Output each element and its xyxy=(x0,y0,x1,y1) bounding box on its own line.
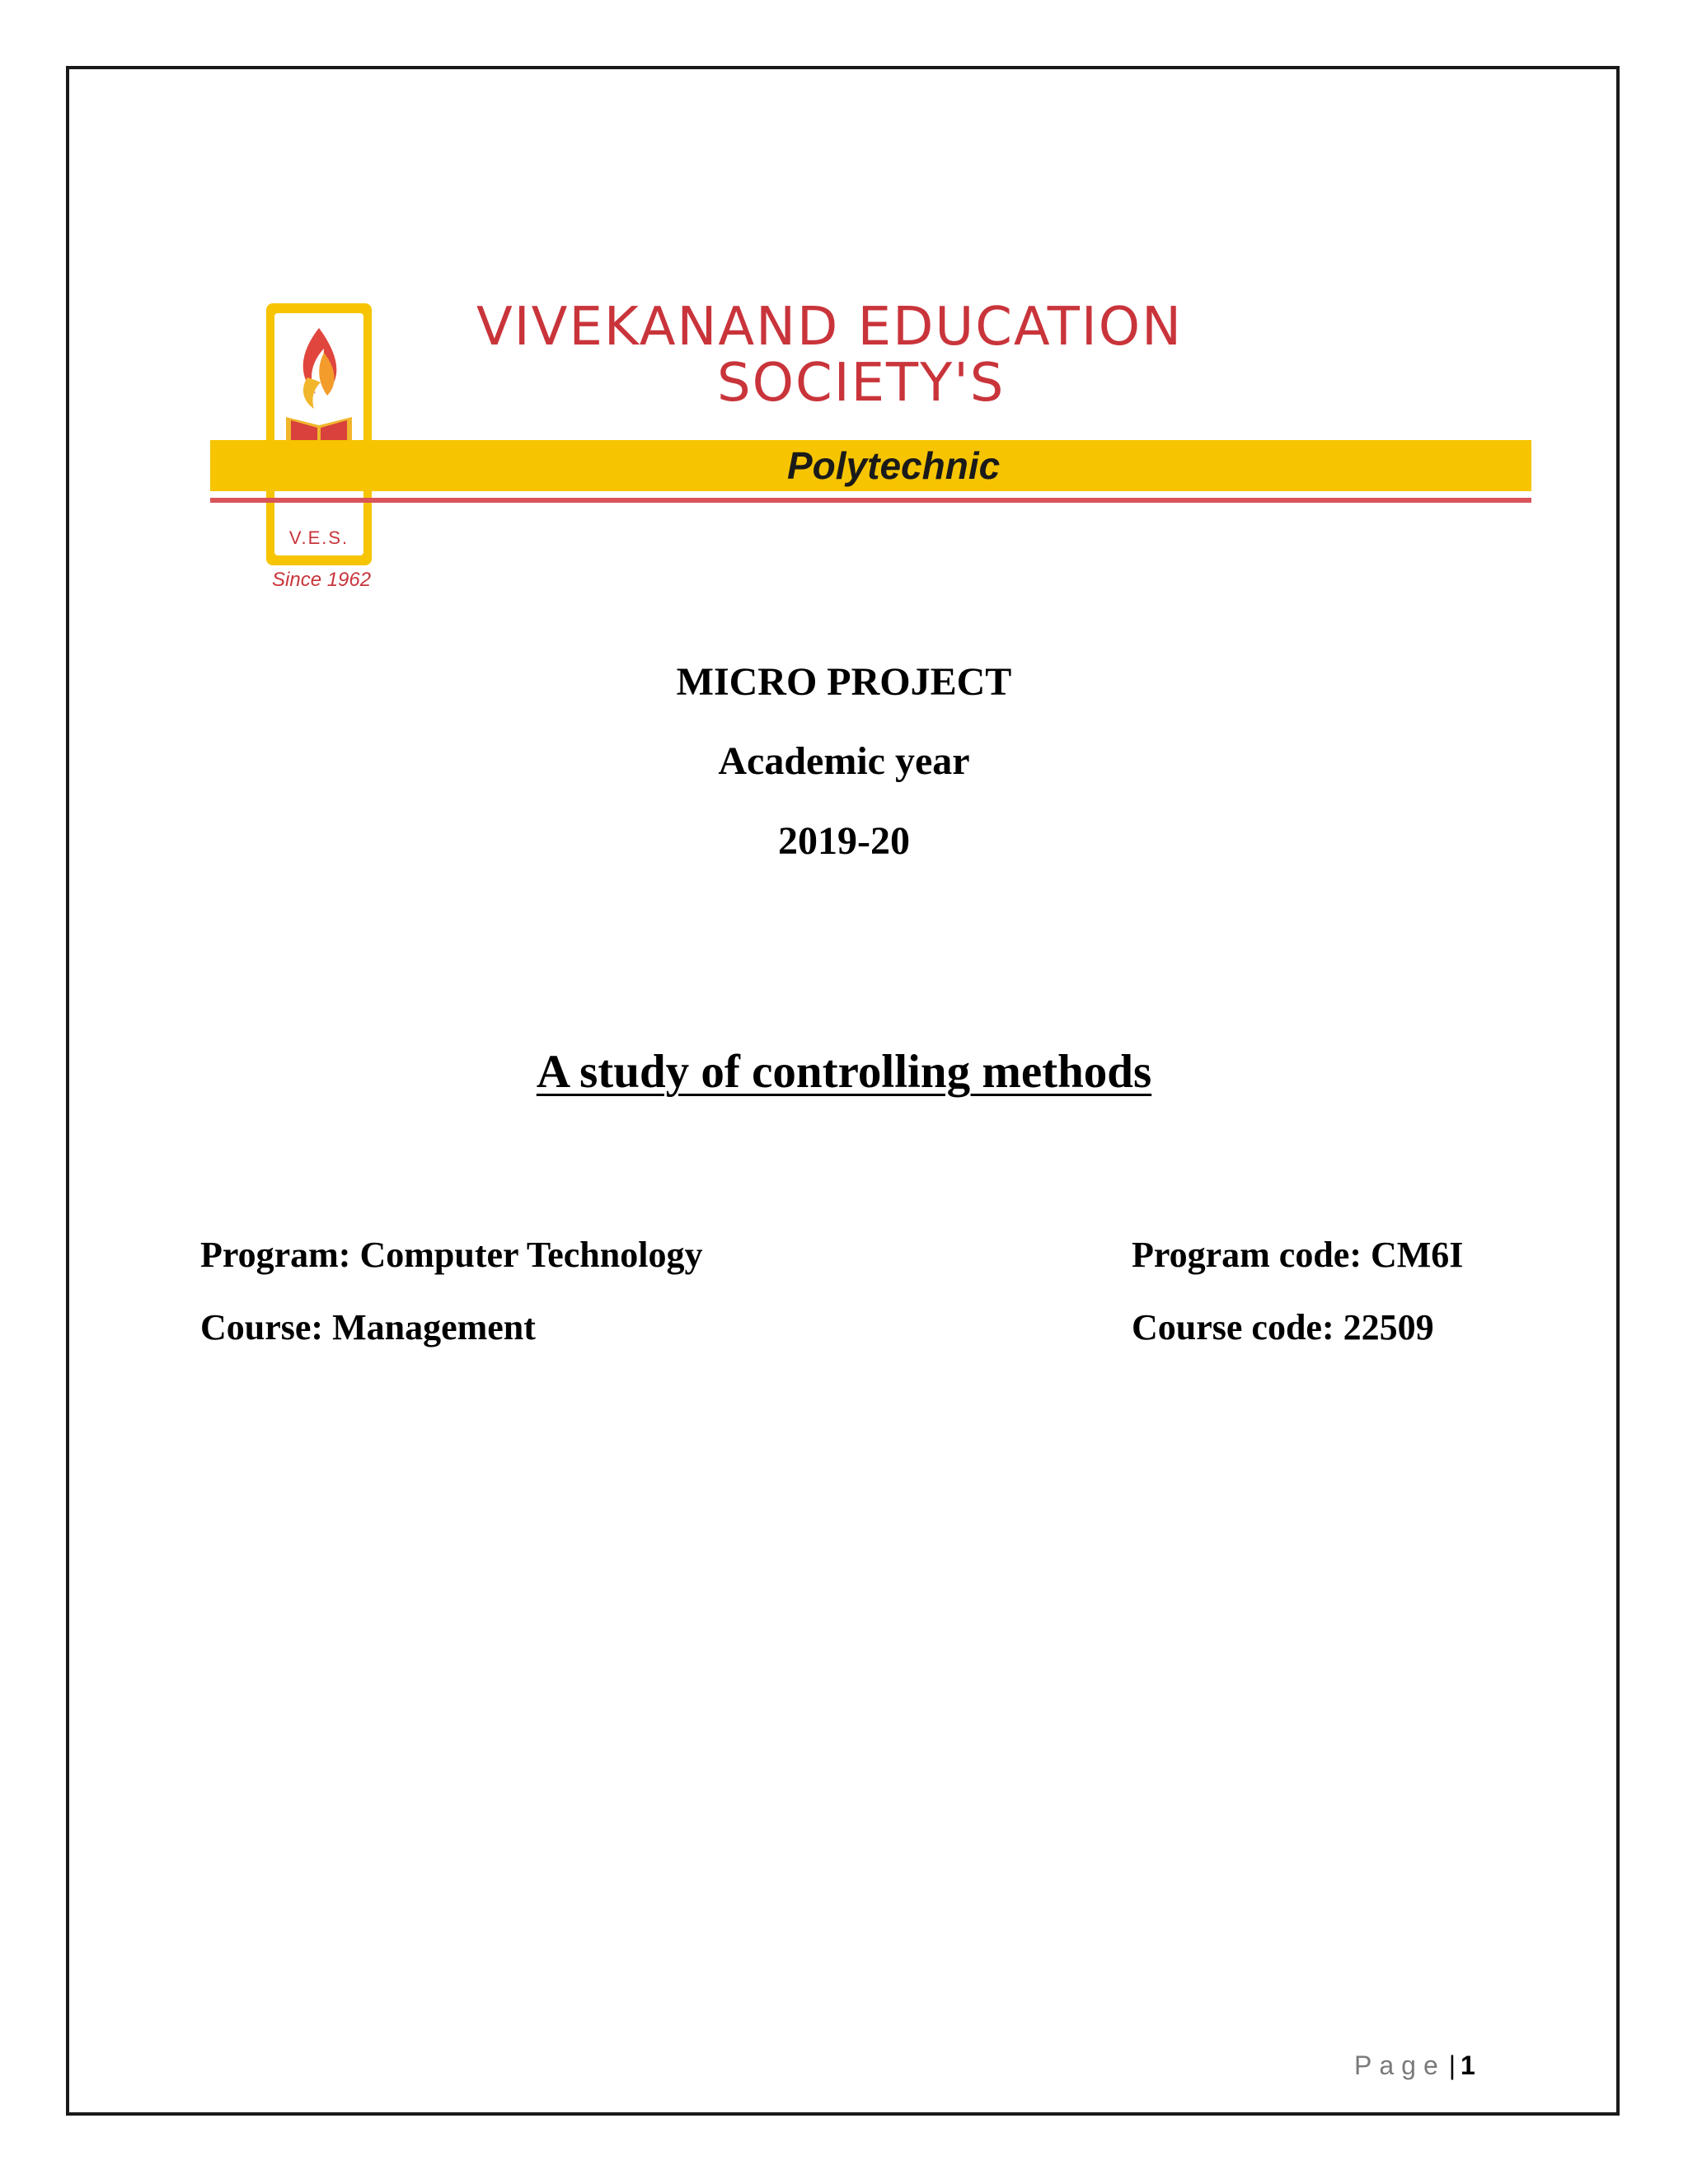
project-type: MICRO PROJECT xyxy=(676,660,1012,704)
page-separator: | xyxy=(1448,2050,1456,2080)
course-code: Course code: 22509 xyxy=(1132,1307,1434,1347)
academic-year-label: Academic year xyxy=(718,739,970,783)
logo-since: Since 1962 xyxy=(272,569,372,591)
program-code: Program code: CM6I xyxy=(1132,1235,1464,1275)
page-footer xyxy=(1354,2050,1475,2081)
logo-red-rule xyxy=(210,498,1531,503)
logo-badge-text: V.E.S. xyxy=(288,527,349,548)
program: Program: Computer Technology xyxy=(200,1235,703,1275)
course: Course: Management xyxy=(200,1307,536,1347)
logo-institute: Polytechnic xyxy=(787,444,1001,487)
logo-name-line2: SOCIETY'S xyxy=(717,353,1006,414)
page-label: Page xyxy=(1354,2050,1446,2080)
logo-yellow-bar xyxy=(210,440,1531,491)
page-number: 1 xyxy=(1461,2050,1475,2080)
project-topic: A study of controlling methods xyxy=(536,1046,1152,1098)
logo-name-line1: VIVEKANAND EDUCATION xyxy=(476,297,1183,358)
logo-badge xyxy=(266,303,372,565)
institution-logo xyxy=(210,297,1533,602)
academic-year: 2019-20 xyxy=(778,819,910,863)
